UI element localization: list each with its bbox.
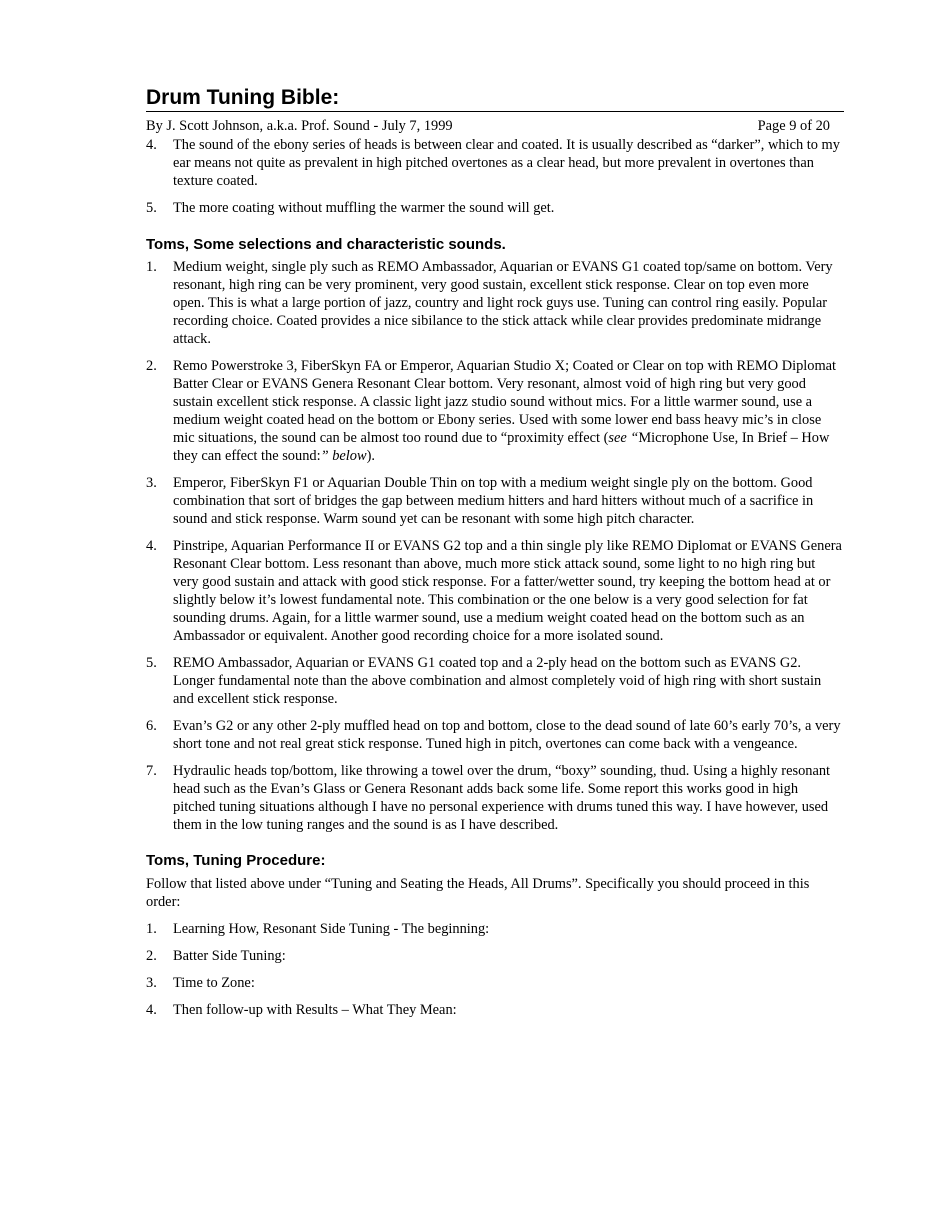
list-item [146, 762, 842, 834]
procedure-intro: Follow that listed above under “Tuning and Seating the Heads, All Drums”. Specifically you should proceed in this order: [146, 876, 810, 910]
list-item [146, 654, 842, 708]
list-item [146, 974, 842, 992]
item-text: The sound of the ebony series of heads is between clear and coated. It is usually described as “darker”, which to my ear means not quite as prevalent in high pitched overtones as a clear head, but more prevalent in overtones than texture coated. [173, 137, 840, 189]
list-item [146, 199, 842, 217]
item-number: 2. [146, 358, 157, 374]
author-line: By J. Scott Johnson, a.k.a. Prof. Sound - July 7, 1999 [146, 118, 453, 134]
document-page [146, 86, 842, 1019]
item-number: 1. [146, 259, 157, 275]
item-text: Evan’s G2 or any other 2-ply muffled head on top and bottom, close to the dead sound of late 60’s early 70’s, a very short tone and not real great stick response. Tuned high in pitch, overtones can come back with a vengeance. [173, 718, 841, 752]
item-text: Then follow-up with Results – What They Mean: [173, 1002, 457, 1018]
list-item [146, 1001, 842, 1019]
list-item [146, 258, 842, 348]
list-item [146, 717, 842, 753]
list-item [146, 947, 842, 965]
item-text: Pinstripe, Aquarian Performance II or EVANS G2 top and a thin single ply like REMO Diplomat or EVANS Genera Resonant Clear bottom. Less resonant than above, much more stick attack sound, some light to no high ring but very good sustain and attack with good stick response. For a fatter/wetter sound, try keeping the bottom head at or slightly below it’s lowest fundamental note. This combination or the one below is a very good selection for fat sounding drums. Again, for a little warmer sound, use a medium weight coated head on the bottom such as an Ambassador or equivalent. Another good recording choice for a more isolated sound. [173, 538, 842, 644]
byline-row [146, 117, 842, 135]
below-word: ” below [320, 448, 367, 464]
list-item [146, 920, 842, 938]
item-text: Learning How, Resonant Side Tuning - The beginning: [173, 921, 490, 937]
document-title: Drum Tuning Bible: [146, 86, 340, 109]
item-number: 4. [146, 1002, 157, 1018]
see-word: see “ [608, 430, 639, 446]
item-text: Medium weight, single ply such as REMO Ambassador, Aquarian or EVANS G1 coated top/same on bottom. Very resonant, high ring can be very prominent, very good sustain, excellent stick response. Clear on top even more open. This is what a large portion of jazz, country and light rock guys use. Tuning can control ring easily. Popular recording choice. Coated provides a nice sibilance to the stick attack while clear provides predominate midrange attack. [173, 259, 833, 347]
section-heading-selections: Toms, Some selections and characteristic sounds. [146, 236, 506, 253]
item-text: Remo Powerstroke 3, FiberSkyn FA or Emperor, Aquarian Studio X; Coated or Clear on top with REMO Diplomat Batter Clear or EVANS Genera Resonant Clear bottom. Very resonant, almost void of high ring but very good sustain excellent stick response. A classic light jazz studio sound without mics. For a little warmer sound, use a medium weight coated head on the bottom or Ebony series. Used with some lower end bass heavy mic’s in close mic situations, the sound can be almost too round due to “proximity effect ( [173, 358, 837, 446]
item-number: 5. [146, 200, 157, 216]
item-number: 4. [146, 538, 157, 554]
cross-reference: Microphone Use, In Brief – How they can effect the sound: [173, 430, 830, 464]
procedure-steps [146, 920, 842, 1019]
page-number: Page 9 of 20 [757, 118, 830, 134]
closing-paren: ). [366, 448, 375, 464]
item-number: 1. [146, 921, 157, 937]
item-text: The more coating without muffling the warmer the sound will get. [173, 200, 555, 216]
item-number: 5. [146, 655, 157, 671]
item-number: 6. [146, 718, 157, 734]
item-text: Batter Side Tuning: [173, 948, 286, 964]
item-text: REMO Ambassador, Aquarian or EVANS G1 coated top and a 2-ply head on the bottom such as EVANS G2. Longer fundamental note than the above combination and almost completely void of high ring with short sustain and excellent stick response. [173, 655, 822, 707]
item-number: 4. [146, 137, 157, 153]
item-text: Time to Zone: [173, 975, 255, 991]
header-rule [146, 111, 844, 112]
list-item [146, 474, 842, 528]
section-heading-procedure: Toms, Tuning Procedure: [146, 852, 326, 869]
item-text: Hydraulic heads top/bottom, like throwing a towel over the drum, “boxy” sounding, thud. Using a highly resonant head such as the Evan’s Glass or Genera Resonant adds back some life. Some report this works good in high pitched tuning situations although I have no personal experience with drums tuned this way. I have however, used them in the low tuning ranges and the sound is as I have described. [173, 763, 831, 833]
item-text: Emperor, FiberSkyn F1 or Aquarian Double Thin on top with a medium weight single ply on the bottom. Good combination that sort of bridges the gap between medium hitters and hard hitters without much of a sacrifice in sound and stick response. Warm sound yet can be resonant with some high pitch character. [173, 475, 814, 527]
item-number: 2. [146, 948, 157, 964]
list-item [146, 537, 842, 645]
continued-list [146, 136, 842, 217]
item-number: 7. [146, 763, 157, 779]
selections-list [146, 258, 842, 834]
list-item [146, 357, 842, 465]
item-number: 3. [146, 475, 157, 491]
item-number: 3. [146, 975, 157, 991]
list-item [146, 136, 842, 190]
